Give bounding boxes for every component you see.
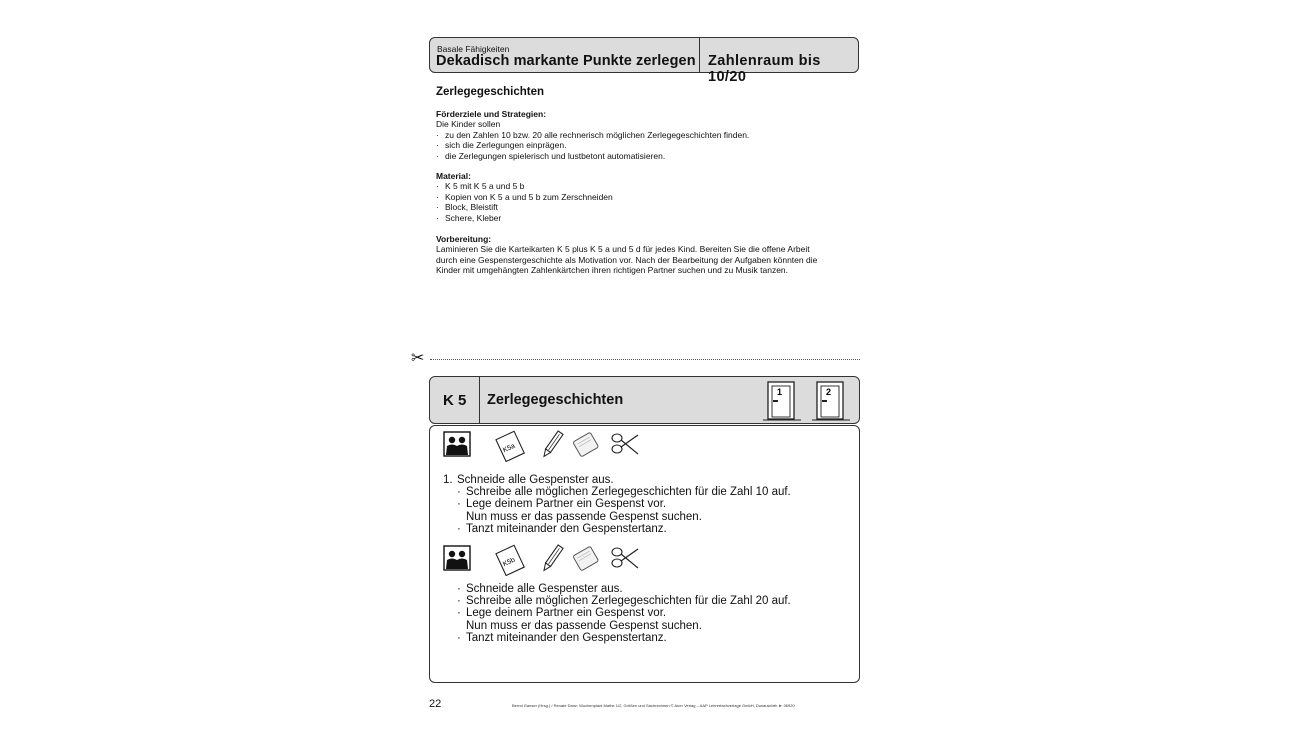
task-number: 1. [443, 474, 453, 486]
card-title: Zerlegegeschichten [487, 392, 624, 408]
goal-item: · sich die Zerlegungen einprägen. [436, 140, 856, 150]
goals-block [436, 109, 856, 161]
partner-work-icon [443, 545, 472, 572]
header-subtitle: Basale Fähigkeiten [437, 44, 510, 54]
task-line: Nun muss er das passende Gespenst suchen. [466, 510, 702, 523]
scissors-icon [609, 430, 641, 460]
goal-item: · zu den Zahlen 10 bzw. 20 alle rechnerisch möglichen Zerlegegeschichten finden. [436, 130, 856, 140]
card-label: K 5 [443, 392, 467, 409]
door-number-2: 2 [826, 387, 832, 397]
scissors-icon [609, 544, 641, 574]
header-divider [699, 38, 700, 72]
task-line: Lege deinem Partner ein Gespenst vor. [466, 498, 667, 511]
task-1: 1. Schneide alle Gespenster aus. · Schreibe alle möglichen Zerlegegeschichten für die Zahl 10 auf. · Lege deinem Partner ein Gespenst vor. Nun muss er das passende Gespenst suchen. · Tanzt miteinander den Gespenstertanz. [443, 474, 791, 535]
worksheet-label: K5a [501, 442, 517, 455]
task-line: Nun muss er das passende Gespenst suchen. [466, 619, 702, 632]
notebook-icon [571, 431, 601, 459]
worksheet-icon [494, 430, 528, 462]
task-line: Tanzt miteinander den Gespenstertanz. [466, 631, 667, 644]
material-item: · K 5 mit K 5 a und 5 b [436, 181, 856, 191]
material-heading: Material: [436, 171, 471, 181]
preparation-line: durch eine Gespenstergeschichte als Motivation vor. Nach der Bearbeitung der Aufgaben könnten die [436, 254, 818, 265]
task-line: Lege deinem Partner ein Gespenst vor. [466, 607, 667, 620]
scissors-icon: ✂ [411, 350, 425, 367]
goal-item: · die Zerlegungen spielerisch und lustbetont automatisieren. [436, 151, 856, 161]
footer-credit: Bernd Ganser (Hrsg.) / Renate Danz: Wochenplant Mathe 1/2, Größen und Sachrechnen © Auer Verlag – AAP Lehrerfachverlage GmbH, Donauwörth ► 06920 [512, 703, 795, 708]
material-item: · Block, Bleistift [436, 202, 856, 212]
card-header [429, 376, 860, 424]
preparation-line: Kinder mit umgehängten Zahlenkärtchen ihren richtigen Partner suchen und zu Musik tanzen. [436, 265, 789, 276]
page-number: 22 [429, 698, 442, 710]
material-block [436, 171, 856, 223]
page-header [429, 37, 859, 85]
door-number-1: 1 [777, 387, 783, 397]
preparation-block [436, 234, 866, 276]
worksheet-label: K5b [501, 556, 517, 569]
material-item: · Kopien von K 5 a und 5 b zum Zerschneiden [436, 192, 856, 202]
task-line: Schneide alle Gespenster aus. [457, 474, 614, 486]
header-range: Zahlenraum bis 10/20 [708, 53, 821, 85]
door-icon [812, 380, 852, 422]
task-line: Schneide alle Gespenster aus. [466, 583, 623, 595]
notebook-icon [571, 545, 601, 573]
goals-intro: Die Kinder sollen [436, 119, 501, 130]
material-item: · Schere, Kleber [436, 213, 856, 223]
pencil-icon [539, 544, 565, 574]
task-line: Schreibe alle möglichen Zerlegegeschichten für die Zahl 10 auf. [466, 486, 791, 499]
card-header-divider [479, 377, 480, 423]
door-icon [763, 380, 803, 422]
goals-heading: Förderziele und Strategien: [436, 109, 547, 119]
preparation-line: Laminieren Sie die Karteikarten K 5 plus K 5 a und 5 d für jedes Kind. Bereiten Sie die offene Arbeit [436, 244, 810, 255]
preparation-heading: Vorbereitung: [436, 234, 492, 244]
cut-line [430, 359, 860, 360]
section-title: Zerlegegeschichten [436, 86, 545, 98]
header-title: Dekadisch markante Punkte zerlegen [436, 53, 696, 69]
task-2: · Schneide alle Gespenster aus. · Schreibe alle möglichen Zerlegegeschichten für die Zahl 20 auf. · Lege deinem Partner ein Gespenst vor. Nun muss er das passende Gespenst suchen. · Tanzt miteinander den Gespenstertanz. [457, 583, 791, 644]
pencil-icon [539, 430, 565, 460]
task-line: Schreibe alle möglichen Zerlegegeschichten für die Zahl 20 auf. [466, 595, 791, 608]
partner-work-icon [443, 431, 472, 458]
worksheet-icon [494, 544, 528, 576]
task-line: Tanzt miteinander den Gespenstertanz. [466, 522, 667, 535]
